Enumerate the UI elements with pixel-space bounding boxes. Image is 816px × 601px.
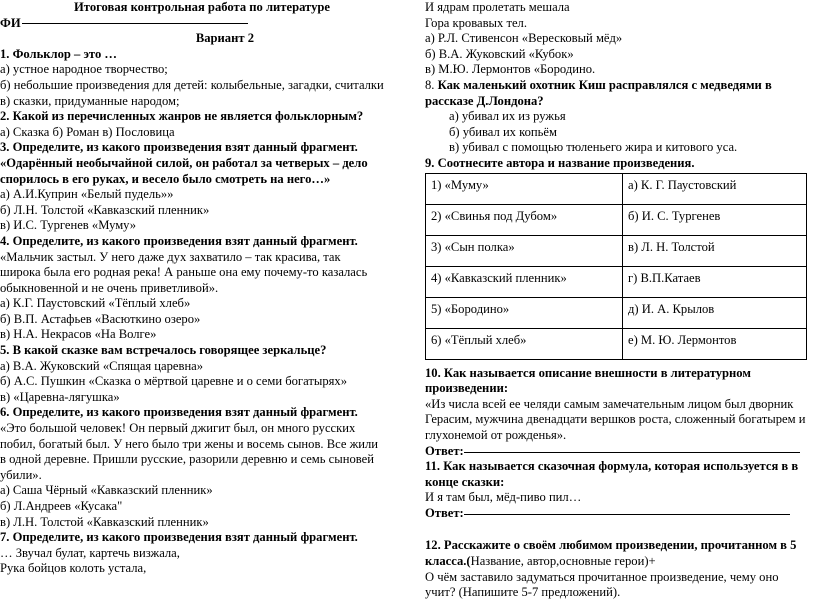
question-line: в) И.С. Тургенев «Муму»: [0, 218, 137, 233]
fi-label: ФИ: [0, 15, 21, 30]
q10-heading: 10. Как называется описание внешности в литературном: [425, 365, 751, 380]
question-line: а) А.И.Куприн «Белый пудель»»: [0, 187, 174, 202]
question-line: б) Л.Н. Толстой «Кавказский пленник»: [0, 202, 210, 217]
q11-answer-label: Ответ:: [425, 505, 464, 520]
question-line: в) Л.Н. Толстой «Кавказский пленник»: [0, 514, 209, 529]
table-row: [426, 328, 807, 359]
table-row: [426, 235, 807, 266]
question-line: б) небольшие произведения для детей: колыбельные, загадки, считалки: [0, 77, 384, 92]
question-line: обыкновенной и не очень приветливой».: [0, 280, 219, 295]
question-line: в одной деревне. Пришли русские, разорили деревню и семь сыновей: [0, 452, 374, 467]
q10-answer: [425, 444, 813, 460]
question-line: 1. Фольклор – это …: [0, 46, 117, 61]
question-line: а) устное народное творчество;: [0, 62, 168, 77]
q7-line: б) В.А. Жуковский «Кубок»: [425, 46, 574, 61]
question-line: а) В.А. Жуковский «Спящая царевна»: [0, 358, 204, 373]
question-line: спорилось в его руках, и весело было смотреть на него…»: [0, 171, 331, 186]
work-title-cell: 3) «Сын полка»: [426, 235, 623, 266]
question-line: 7. Определите, из какого произведения взят данный фрагмент.: [0, 530, 358, 545]
q7-line: в) М.Ю. Лермонтов «Бородино.: [425, 62, 596, 77]
question-line: «Мальчик застыл. У него даже дух захватило – так красива, так: [0, 249, 341, 264]
question-line: побил, богатый был. У него было три жены и восемь сынов. Все жили: [0, 436, 379, 451]
q12-text-line1: О чём заставило задуматься прочитанное произведение, чему оно: [425, 569, 779, 584]
question-line: а) К.Г. Паустовский «Тёплый хлеб»: [0, 296, 191, 311]
q7-line: Гора кровавых тел.: [425, 15, 527, 30]
author-cell: г) В.П.Катаев: [623, 266, 807, 297]
table-row: [426, 297, 807, 328]
q10-quote-line2: Герасим, мужчина двенадцати вершков роста, сложенный богатырем и: [425, 412, 806, 427]
right-column: [425, 0, 813, 601]
q8-option-b: б) убивал их копьём: [449, 124, 557, 139]
question-line: б) А.С. Пушкин «Сказка о мёртвой царевне и о семи богатырях»: [0, 374, 348, 389]
fi-answer-line[interactable]: [22, 23, 248, 24]
work-title-cell: 1) «Муму»: [426, 173, 623, 204]
question-line: убили».: [0, 467, 42, 482]
question-line: 5. В какой сказке вам встречалось говорящее зеркальце?: [0, 343, 327, 358]
work-title-cell: 5) «Бородино»: [426, 297, 623, 328]
author-cell: б) И. С. Тургенев: [623, 204, 807, 235]
table-row: [426, 266, 807, 297]
variant-label: Вариант 2: [195, 31, 254, 46]
q8-heading-line2: рассказе Д.Лондона?: [425, 93, 544, 108]
question-line: в) «Царевна-лягушка»: [0, 389, 120, 404]
question-line: б) Л.Андреев «Кусака": [0, 499, 123, 513]
q12-text-line2: учит? (Напишите 5-7 предложений).: [425, 585, 621, 600]
question-line: а) Саша Чёрный «Кавказский пленник»: [0, 483, 213, 498]
left-column: [0, 0, 404, 577]
q10-quote-line3: глухонемой от рожденья».: [425, 427, 567, 442]
table-row: [426, 204, 807, 235]
q10-heading-line2: произведении:: [425, 381, 509, 396]
question-line: 6. Определите, из какого произведения взят данный фрагмент.: [0, 405, 358, 420]
q8-option-c: в) убивал с помощью тюленьего жира и китового уса.: [449, 140, 738, 155]
table-row: [426, 173, 807, 204]
question-line: «Это большой человек! Он первый джигит был, он много русских: [0, 421, 356, 436]
q8-heading: 8. Как маленький охотник Киш расправлялся с медведями в: [425, 77, 772, 92]
q11-answer: [425, 506, 813, 522]
work-title-cell: 2) «Свинья под Дубом»: [426, 204, 623, 235]
question-line: … Звучал булат, картечь визжала,: [0, 545, 180, 560]
work-title-cell: 4) «Кавказский пленник»: [426, 266, 623, 297]
q7-line: а) Р.Л. Стивенсон «Вересковый мёд»: [425, 31, 623, 46]
author-cell: е) М. Ю. Лермонтов: [623, 328, 807, 359]
question-line: в) Н.А. Некрасов «На Волге»: [0, 327, 157, 342]
q12-heading-line2: класса.(Название, автор,основные герои)+: [425, 554, 656, 569]
q11-answer-line[interactable]: [464, 514, 790, 515]
author-cell: в) Л. Н. Толстой: [623, 235, 807, 266]
q7-continuation: [425, 0, 813, 78]
question-line: «Одарённый необычайной силой, он работал за четверых – дело: [0, 155, 368, 170]
q11-formula: И я там был, мёд-пиво пил…: [425, 490, 582, 505]
q12-heading: 12. Расскажите о своём любимом произведении, прочитанном в 5: [425, 538, 797, 553]
left-question-lines: [0, 47, 404, 577]
q7-line: И ядрам пролетать мешала: [425, 0, 570, 14]
question-line: широка была его родная река! А раньше она ему почему-то казалась: [0, 265, 368, 280]
q8-option-a: а) убивал их из ружья: [449, 109, 566, 124]
question-line: Рука бойцов колоть устала,: [0, 561, 147, 576]
author-cell: д) И. А. Крылов: [623, 297, 807, 328]
work-title-cell: 6) «Тёплый хлеб»: [426, 328, 623, 359]
matching-table: [425, 173, 807, 360]
q10-answer-label: Ответ:: [425, 443, 464, 458]
question-line: 2. Какой из перечисленных жанров не является фольклорным?: [0, 109, 364, 124]
q11-heading: 11. Как называется сказочная формула, которая используется в в: [425, 459, 799, 474]
question-line: а) Сказка б) Роман в) Пословица: [0, 124, 175, 139]
q10-quote-line1: «Из числа всей ее челяди самым замечательным лицом был дворник: [425, 396, 794, 411]
question-line: в) сказки, придуманные народом;: [0, 93, 180, 108]
q10-answer-line[interactable]: [464, 452, 800, 453]
question-line: 4. Определите, из какого произведения взят данный фрагмент.: [0, 233, 358, 248]
q11-heading-line2: конце сказки:: [425, 474, 505, 489]
question-line: 3. Определите, из какого произведения взят данный фрагмент.: [0, 140, 358, 155]
q9-heading: 9. Соотнесите автора и название произведения.: [425, 155, 695, 170]
author-cell: а) К. Г. Паустовский: [623, 173, 807, 204]
question-line: б) В.П. Астафьев «Васюткино озеро»: [0, 311, 201, 326]
page-title: Итоговая контрольная работа по литературе: [74, 0, 330, 14]
fi-field: [0, 16, 404, 32]
